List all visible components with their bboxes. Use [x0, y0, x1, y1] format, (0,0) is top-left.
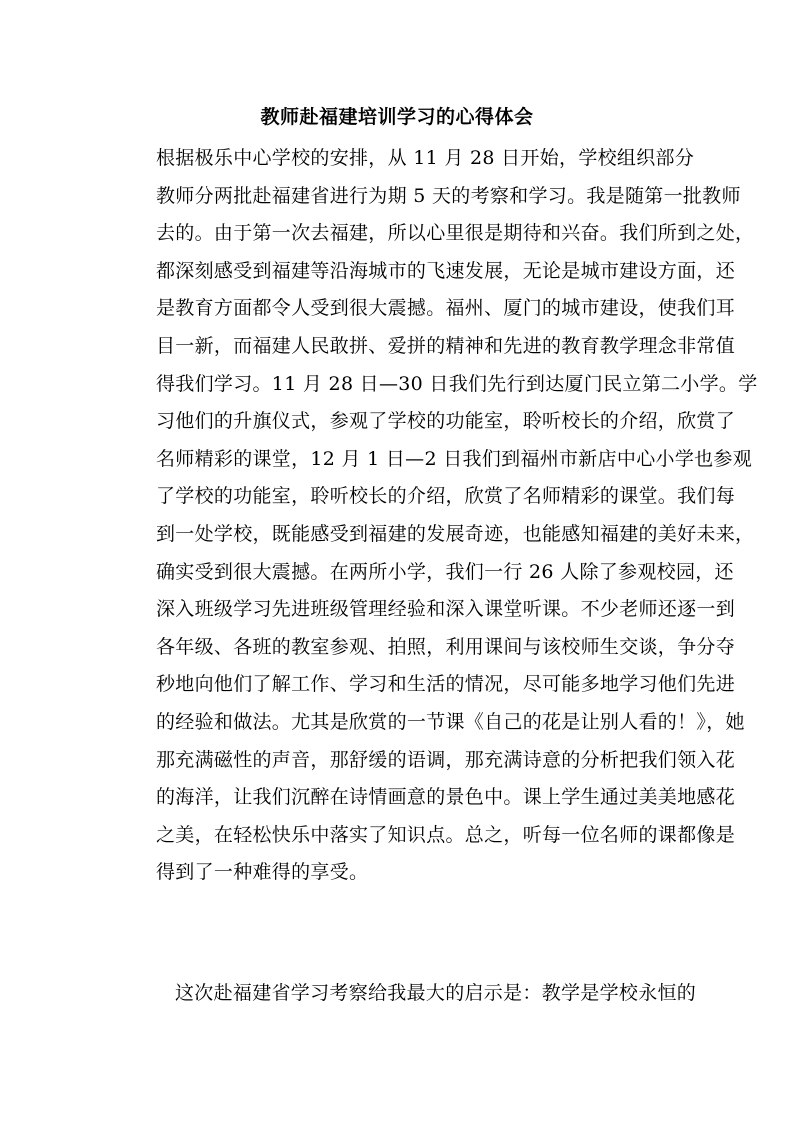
paragraph-line: 秒地向他们了解工作、学习和生活的情况，尽可能多地学习他们先进 — [156, 673, 736, 696]
paragraph-line: 名师精彩的课堂，12 月 1 日—2 日我们到福州市新店中心小学也参观 — [156, 447, 753, 470]
paragraph-line: 各年级、各班的教室参观、拍照，利用课间与该校师生交谈，争分夺 — [156, 635, 736, 658]
paragraph-line: 到一处学校，既能感受到福建的发展奇迹，也能感知福建的美好未来， — [156, 522, 755, 545]
paragraph-line: 确实受到很大震撼。在两所小学，我们一行 26 人除了参观校园，还 — [156, 560, 734, 583]
paragraph-line: 那充满磁性的声音，那舒缓的语调，那充满诗意的分析把我们领入花 — [156, 748, 736, 771]
paragraph-line: 教师分两批赴福建省进行为期 5 天的考察和学习。我是随第一批教师 — [156, 184, 741, 207]
paragraph-1 — [118, 140, 758, 892]
paragraph-line: 之美，在轻松快乐中落实了知识点。总之，听每一位名师的课都像是 — [156, 823, 736, 846]
paragraph-2 — [118, 975, 697, 1013]
paragraph-line: 得我们学习。11 月 28 日—30 日我们先行到达厦门民立第二小学。学 — [156, 372, 758, 395]
document-title: 教师赴福建培训学习的心得体会 — [260, 106, 534, 128]
paragraph-line: 得到了一种难得的享受。 — [156, 861, 369, 884]
paragraph-line: 这次赴福建省学习考察给我最大的启示是：教学是学校永恒的 — [175, 982, 697, 1004]
paragraph-line: 深入班级学习先进班级管理经验和深入课堂听课。不少老师还逐一到 — [156, 598, 736, 621]
paragraph-line: 是教育方面都令人受到很大震撼。福州、厦门的城市建设，使我们耳 — [156, 297, 736, 320]
paragraph-line: 了学校的功能室，聆听校长的介绍，欣赏了名师精彩的课堂。我们每 — [156, 485, 736, 508]
paragraph-line: 目一新，而福建人民敢拼、爱拼的精神和先进的教育教学理念非常值 — [156, 334, 736, 357]
paragraph-line: 去的。由于第一次去福建，所以心里很是期待和兴奋。我们所到之处， — [156, 222, 755, 245]
paragraph-line: 都深刻感受到福建等沿海城市的飞速发展，无论是城市建设方面，还 — [156, 259, 736, 282]
paragraph-line: 根据极乐中心学校的安排，从 11 月 28 日开始，学校组织部分 — [156, 147, 695, 169]
paragraph-line: 的经验和做法。尤其是欣赏的一节课《自己的花是让别人看的！》，她 — [156, 710, 745, 733]
paragraph-line: 习他们的升旗仪式，参观了学校的功能室，聆听校长的介绍，欣赏了 — [156, 410, 736, 433]
paragraph-line: 的海洋，让我们沉醉在诗情画意的景色中。课上学生通过美美地感花 — [156, 786, 736, 809]
